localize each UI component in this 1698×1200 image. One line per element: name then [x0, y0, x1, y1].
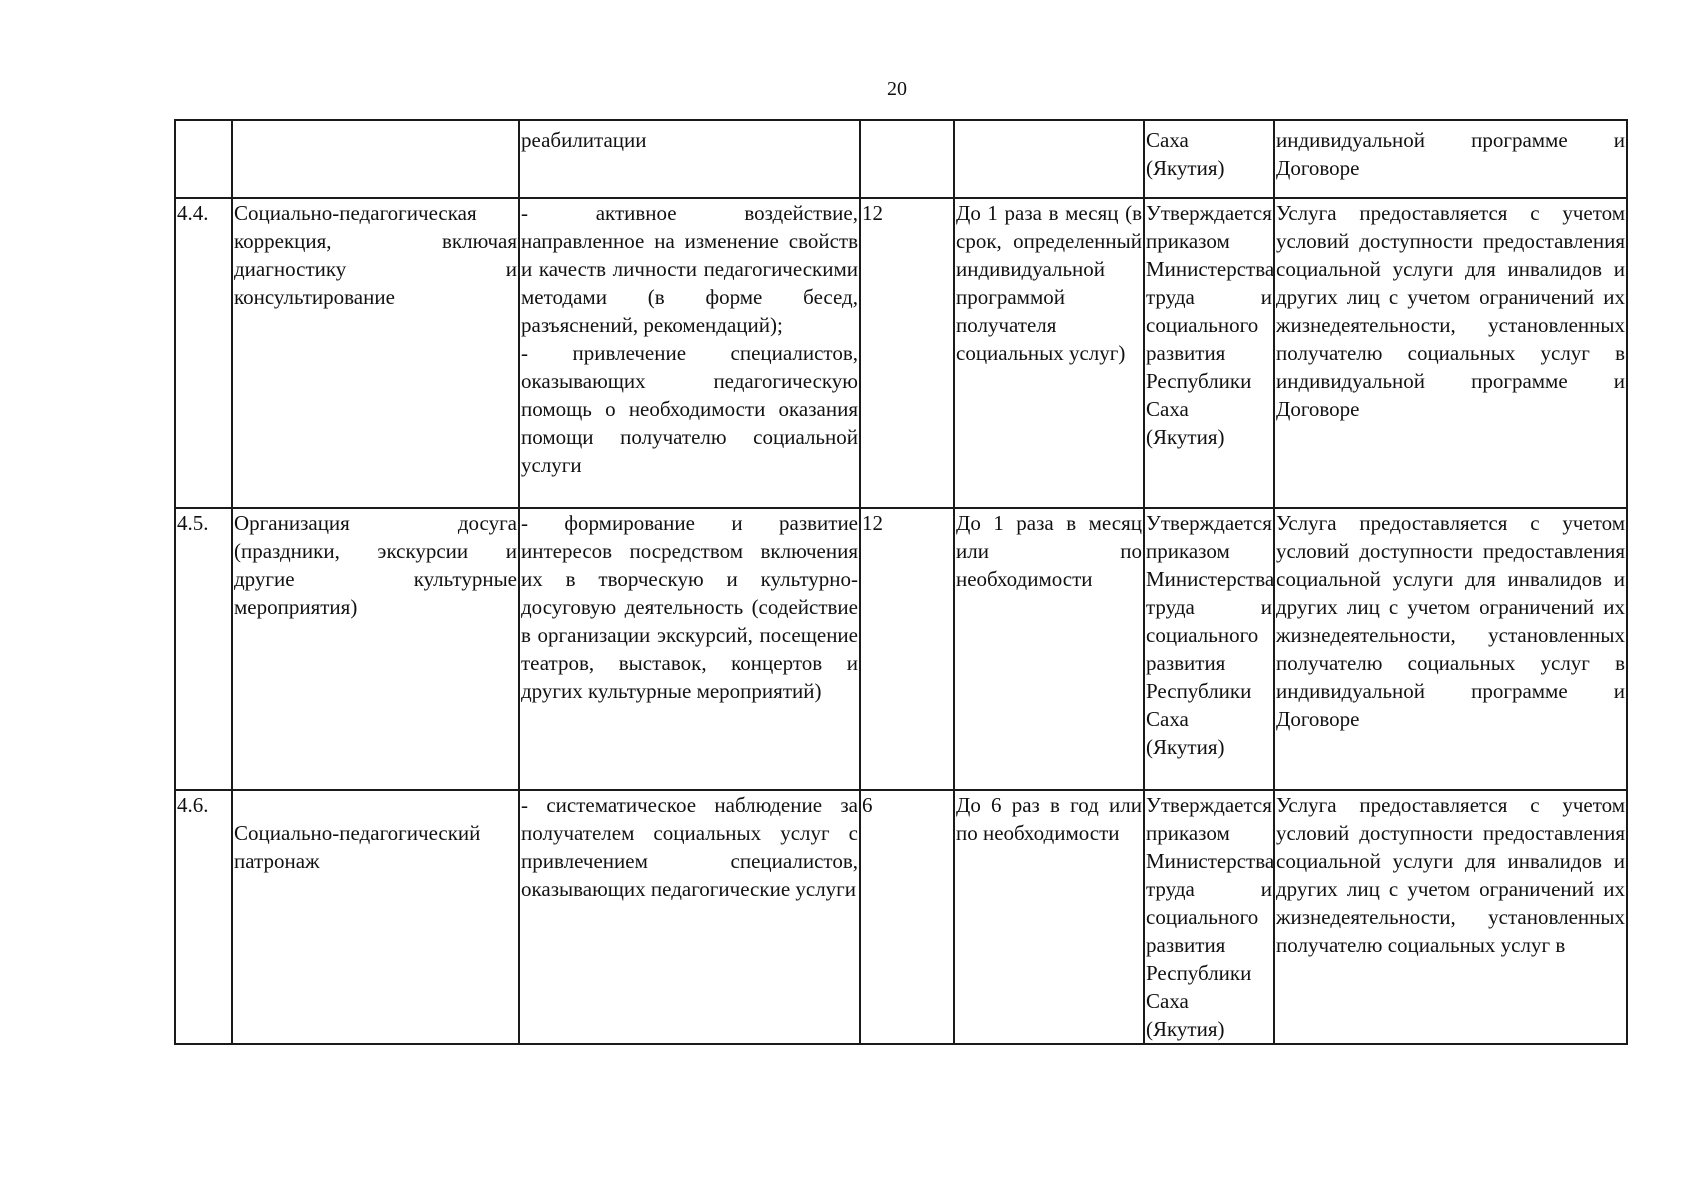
service-name: Организация досуга (праздники, экскурсии и другие культурные мероприятия) — [232, 508, 519, 790]
row-number: 4.4. — [175, 198, 232, 508]
table-row — [175, 790, 1627, 1044]
service-volume: 12 — [860, 508, 954, 790]
description-paragraph: - привлечение специалистов, оказывающих педагогическую помощь о необходимости оказания помощи получателю социальной услуги — [521, 341, 858, 477]
service-volume: 12 — [860, 198, 954, 508]
row-number — [175, 120, 232, 198]
service-organization: Саха (Якутия) — [1144, 120, 1274, 198]
service-volume: 6 — [860, 790, 954, 1044]
row-number: 4.6. — [175, 790, 232, 1044]
service-conditions: Услуга предоставляется с учетом условий доступности предоставления социальной услуги для инвалидов и других лиц с учетом ограничений их жизнедеятельности, установленных получателю социальных услуг в индивидуальной программе и Договоре — [1274, 508, 1627, 790]
service-frequency: До 6 раз в год или по необходимости — [954, 790, 1144, 1044]
service-description — [519, 198, 860, 508]
service-description — [519, 120, 860, 198]
service-description — [519, 508, 860, 790]
table-row — [175, 198, 1627, 508]
service-description — [519, 790, 860, 1044]
description-paragraph: - формирование и развитие интересов посредством включения их в творческую и культурно-досуговую деятельность (содействие в организации экскурсий, посещение театров, выставок, концертов и других культурные мероприятий) — [521, 511, 858, 703]
services-table — [174, 119, 1628, 1045]
service-conditions: Услуга предоставляется с учетом условий доступности предоставления социальной услуги для инвалидов и других лиц с учетом ограничений их жизнедеятельности, установленных получателю социальных услуг в индивидуальной программе и Договоре — [1274, 198, 1627, 508]
service-organization: Утверждается приказом Министерства труда и социального развития Республики Саха (Якутия) — [1144, 790, 1274, 1044]
description-paragraph: - активное воздействие, направленное на изменение свойств и качеств личности педагогическими методами (в форме бесед, разъяснений, рекомендаций); — [521, 201, 858, 337]
service-name: Социально-педагогический патронаж — [232, 790, 519, 1044]
description-paragraph: реабилитации — [521, 128, 647, 152]
table-row — [175, 508, 1627, 790]
service-name — [232, 120, 519, 198]
service-frequency: До 1 раза в месяц или по необходимости — [954, 508, 1144, 790]
service-conditions: Услуга предоставляется с учетом условий доступности предоставления социальной услуги для инвалидов и других лиц с учетом ограничений их жизнедеятельности, установленных получателю социальных услуг в — [1274, 790, 1627, 1044]
description-paragraph: - систематическое наблюдение за получателем социальных услуг с привлечением специалистов, оказывающих педагогические услуги — [521, 793, 858, 901]
service-conditions: индивидуальной программе и Договоре — [1274, 120, 1627, 198]
service-frequency — [954, 120, 1144, 198]
table-row — [175, 120, 1627, 198]
row-number: 4.5. — [175, 508, 232, 790]
service-frequency: До 1 раза в месяц (в срок, определенный индивидуальной программой получателя социальных услуг) — [954, 198, 1144, 508]
service-volume — [860, 120, 954, 198]
service-name: Социально-педагогическая коррекция, включая диагностику и консультирование — [232, 198, 519, 508]
page-number: 20 — [887, 78, 907, 100]
service-organization: Утверждается приказом Министерства труда и социального развития Республики Саха (Якутия) — [1144, 198, 1274, 508]
service-organization: Утверждается приказом Министерства труда и социального развития Республики Саха (Якутия) — [1144, 508, 1274, 790]
